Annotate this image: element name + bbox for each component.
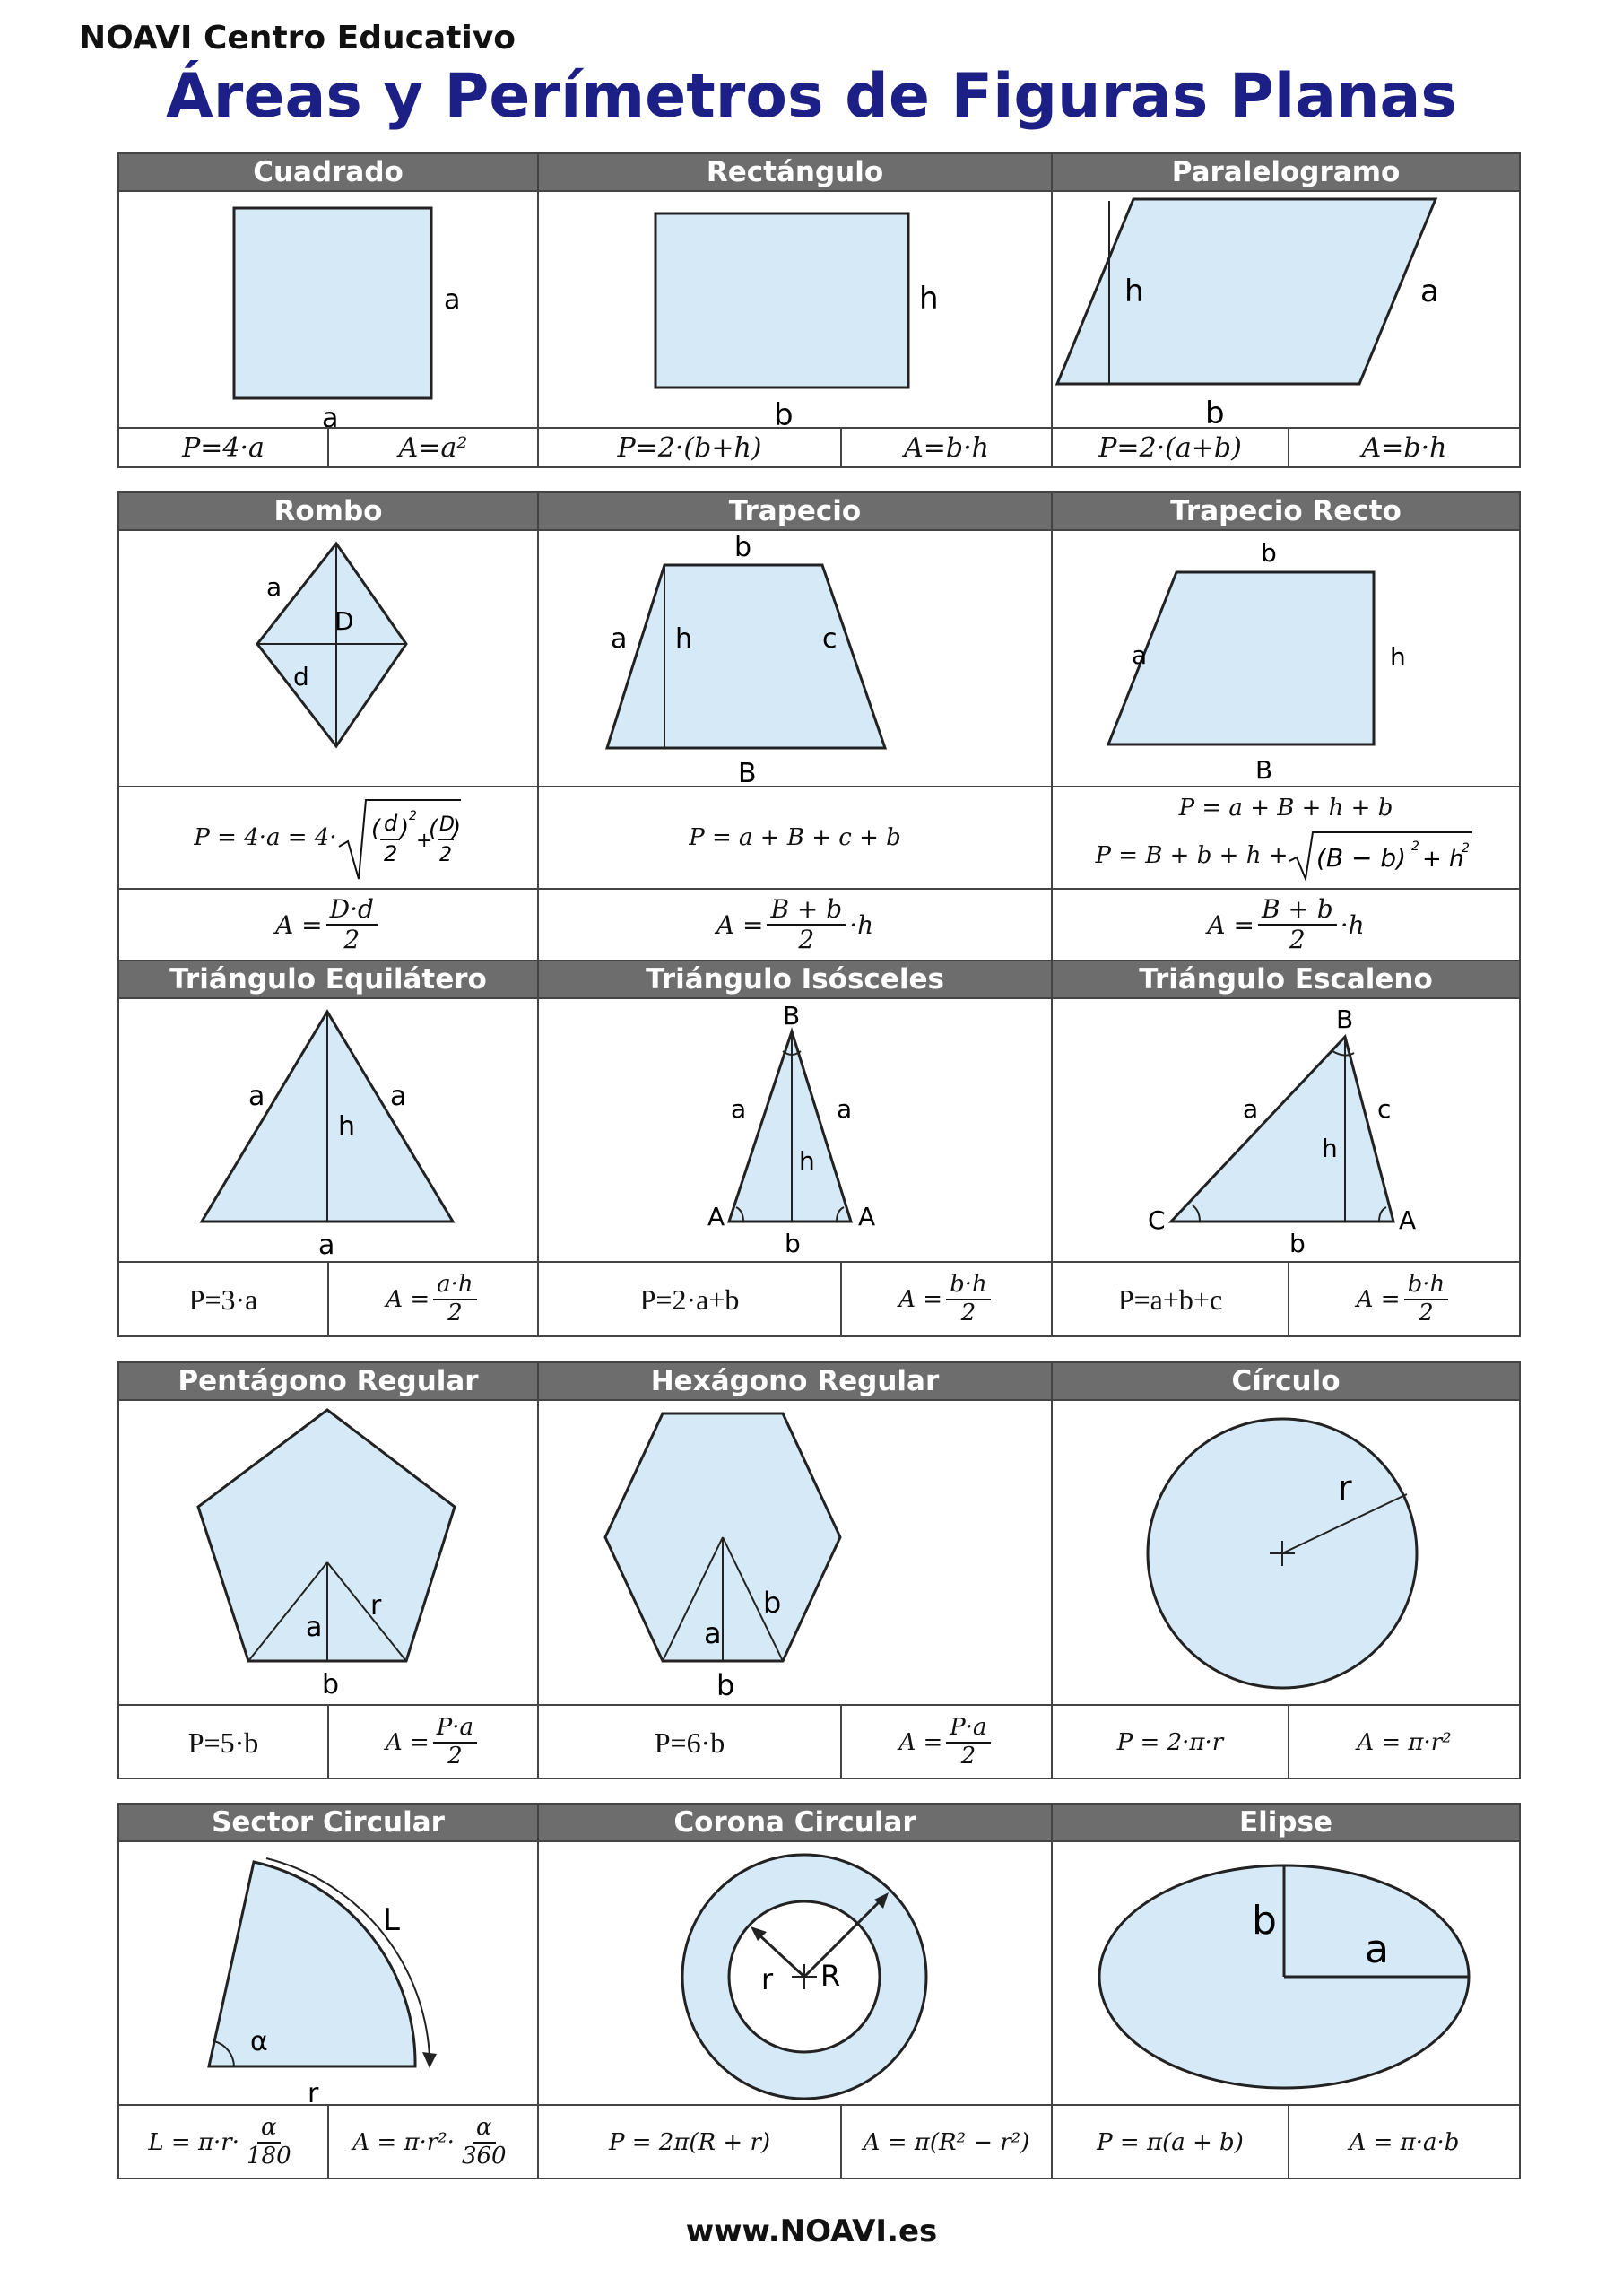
svg-text:2: 2: [438, 844, 452, 866]
area-trapecio-recto: A = $\frac{B + b}{2}$ ·h: [1207, 893, 1365, 954]
header-trapecio-recto: Trapecio Recto: [1053, 493, 1519, 529]
label-a: a: [306, 1612, 323, 1643]
perimeter-trapecio-recto-1: P = a + B + h + b: [1178, 795, 1393, 822]
perimeter-circulo: P = 2·π·r: [1116, 1729, 1224, 1756]
area-elipse: A = π·a·b: [1349, 2129, 1460, 2156]
header-cuadrado: Cuadrado: [119, 154, 537, 190]
sector-figure: [119, 1842, 537, 2104]
header-hexagono: Hexágono Regular: [539, 1363, 1051, 1399]
header-rombo: Rombo: [119, 493, 537, 529]
corona-figure: [539, 1842, 1051, 2104]
perimeter-pentagono: P=5·b: [187, 1726, 259, 1759]
label-b: b: [734, 532, 752, 563]
svg-text:): ): [451, 815, 461, 842]
label-a: a: [444, 284, 461, 316]
label-h: h: [675, 623, 693, 655]
label-h: h: [1124, 274, 1144, 309]
label-b: b: [763, 1586, 782, 1620]
perimeter-elipse: P = π(a + b): [1097, 2129, 1244, 2156]
svg-text:D: D: [438, 813, 455, 836]
svg-text:): ): [399, 815, 409, 842]
perimeter-rombo: P = 4·a = 4· ( d 2 ) 2 + ( D 2 ): [119, 787, 537, 888]
paralelogramo-figure: [1053, 192, 1519, 427]
svg-text:(B − b): (B − b): [1316, 843, 1407, 873]
block-row-1: [117, 152, 1521, 468]
label-a: a: [318, 1230, 335, 1261]
label-alpha: α: [250, 2026, 268, 2057]
circulo-figure: [1053, 1401, 1519, 1704]
header-pentagono: Pentágono Regular: [119, 1363, 537, 1399]
area-trapecio: A = $\frac{B + b}{2}$ ·h: [716, 893, 874, 954]
elipse-figure: [1053, 1842, 1519, 2104]
cuadrado-figure: [119, 192, 537, 427]
label-a: a: [1132, 640, 1148, 670]
area-sector: A = π·r²· $\frac{\alpha}{360}$: [352, 2114, 507, 2170]
svg-text:+: +: [415, 830, 433, 852]
rectangulo-figure: [539, 192, 1051, 427]
rombo-figure: [119, 531, 537, 786]
header-sector: Sector Circular: [119, 1805, 537, 1840]
perimeter-tri-equilatero: P=3·a: [188, 1283, 258, 1316]
label-h: h: [1390, 642, 1406, 672]
svg-text:d: d: [383, 811, 397, 836]
trapecio-figure: [539, 531, 1051, 786]
label-b: b: [774, 397, 794, 427]
label-r: r: [370, 1590, 382, 1622]
area-rectangulo: A=b·h: [904, 431, 989, 464]
perimeter-trapecio: P = a + B + c + b: [689, 824, 901, 851]
label-R: R: [820, 1959, 841, 1993]
perimeter-tri-isosceles: P=2·a+b: [639, 1283, 740, 1316]
perimeter-sector: L = π·r· $\frac{\alpha}{180}$: [148, 2114, 291, 2170]
sqrt-expression: [337, 793, 463, 883]
area-circulo: A = π·r²: [1357, 1729, 1452, 1756]
label-b: b: [1289, 1229, 1306, 1258]
label-B: B: [1255, 755, 1273, 785]
label-D: D: [334, 606, 354, 636]
area-rombo: A = $\frac{D\cdot d}{2}$: [119, 890, 537, 960]
block-row-2-3: [117, 491, 1521, 1337]
label-d: d: [293, 662, 309, 691]
label-C: C: [1148, 1205, 1166, 1235]
label-b: b: [322, 1669, 340, 1700]
label-B: B: [738, 758, 757, 786]
area-tri-isosceles: A = $\frac{b\cdot h}{2}$: [842, 1263, 1051, 1336]
label-r: r: [761, 1962, 774, 1996]
label-a: a: [704, 1616, 722, 1650]
block-row-4: [117, 1361, 1521, 1779]
label-r: r: [308, 2078, 319, 2104]
area-tri-equilatero: A = $\frac{a\cdot h}{2}$: [329, 1263, 537, 1336]
tri-isosceles-figure: [539, 999, 1051, 1261]
label-a: a: [266, 572, 282, 602]
perimeter-trapecio-recto-2: P = B + b + h + (B − b) 2 + h 2: [1053, 827, 1519, 884]
perimeter-hexagono: P=6·b: [654, 1726, 725, 1759]
label-a: a: [1365, 1926, 1389, 1972]
area-paralelogramo: A=b·h: [1361, 431, 1447, 464]
hexagono-figure: [539, 1401, 1051, 1704]
label-a: a: [1243, 1094, 1259, 1124]
area-cuadrado: A=a²: [398, 431, 468, 464]
label-b: b: [1252, 1898, 1277, 1944]
area-corona: A = π(R² − r²): [863, 2129, 1030, 2156]
svg-text:2: 2: [1462, 841, 1471, 856]
tri-escaleno-figure: [1053, 999, 1519, 1261]
label-h: h: [338, 1111, 356, 1143]
svg-text:(: (: [370, 815, 380, 842]
label-a: a: [611, 623, 628, 655]
header-corona: Corona Circular: [539, 1805, 1051, 1840]
perimeter-tri-escaleno: P=a+b+c: [1117, 1283, 1223, 1316]
block-row-5: [117, 1803, 1521, 2179]
svg-text:2: 2: [383, 841, 397, 866]
label-h: h: [799, 1146, 815, 1176]
header-tri-isosceles: Triángulo Isósceles: [539, 961, 1051, 997]
pentagono-figure: [119, 1401, 537, 1704]
header-circulo: Círculo: [1053, 1363, 1519, 1399]
area-hexagono: A = $\frac{P\cdot a}{2}$: [842, 1706, 1051, 1779]
label-A: A: [1399, 1205, 1417, 1235]
org-name: NOAVI Centro Educativo: [79, 20, 516, 57]
header-tri-escaleno: Triángulo Escaleno: [1053, 961, 1519, 997]
area-tri-escaleno: A = $\frac{b\cdot h}{2}$: [1289, 1263, 1519, 1336]
label-a: a: [390, 1081, 407, 1112]
label-B: B: [783, 1001, 801, 1031]
trapecio-recto-figure: [1053, 531, 1519, 786]
label-a: a: [731, 1094, 747, 1124]
label-a: a: [322, 403, 339, 427]
svg-text:2: 2: [408, 809, 417, 823]
header-trapecio: Trapecio: [539, 493, 1051, 529]
footer-url[interactable]: www.NOAVI.es: [685, 2213, 938, 2249]
label-a: a: [248, 1081, 265, 1112]
label-A: A: [858, 1202, 876, 1231]
sqrt-expression: [1288, 829, 1476, 883]
header-rectangulo: Rectángulo: [539, 154, 1051, 190]
label-h: h: [1322, 1134, 1338, 1163]
label-a: a: [1420, 274, 1439, 309]
svg-text:+ h: + h: [1422, 846, 1465, 873]
header-elipse: Elipse: [1053, 1805, 1519, 1840]
perimeter-corona: P = 2π(R + r): [608, 2129, 771, 2156]
svg-text:2: 2: [1411, 839, 1420, 854]
label-L: L: [383, 1902, 400, 1938]
label-c: c: [1377, 1094, 1392, 1124]
area-pentagono: A = $\frac{P\cdot a}{2}$: [329, 1706, 537, 1779]
header-paralelogramo: Paralelogramo: [1053, 154, 1519, 190]
perimeter-rectangulo: P=2·(b+h): [617, 431, 762, 464]
header-tri-equilatero: Triángulo Equilátero: [119, 961, 537, 997]
label-A: A: [707, 1202, 725, 1231]
label-h: h: [919, 281, 939, 317]
page-title: Áreas y Perímetros de Figuras Planas: [166, 61, 1457, 132]
perimeter-cuadrado: P=4·a: [182, 431, 265, 464]
label-B: B: [1336, 1004, 1354, 1034]
label-c: c: [822, 623, 838, 655]
perimeter-paralelogramo: P=2·(a+b): [1098, 431, 1242, 464]
label-a: a: [837, 1094, 853, 1124]
label-r: r: [1338, 1468, 1352, 1508]
label-b: b: [1261, 538, 1277, 568]
label-b: b: [1205, 396, 1225, 427]
svg-text:(: (: [428, 815, 438, 842]
label-b: b: [785, 1229, 801, 1258]
tri-equilatero-figure: [119, 999, 537, 1261]
label-b: b: [716, 1668, 735, 1702]
